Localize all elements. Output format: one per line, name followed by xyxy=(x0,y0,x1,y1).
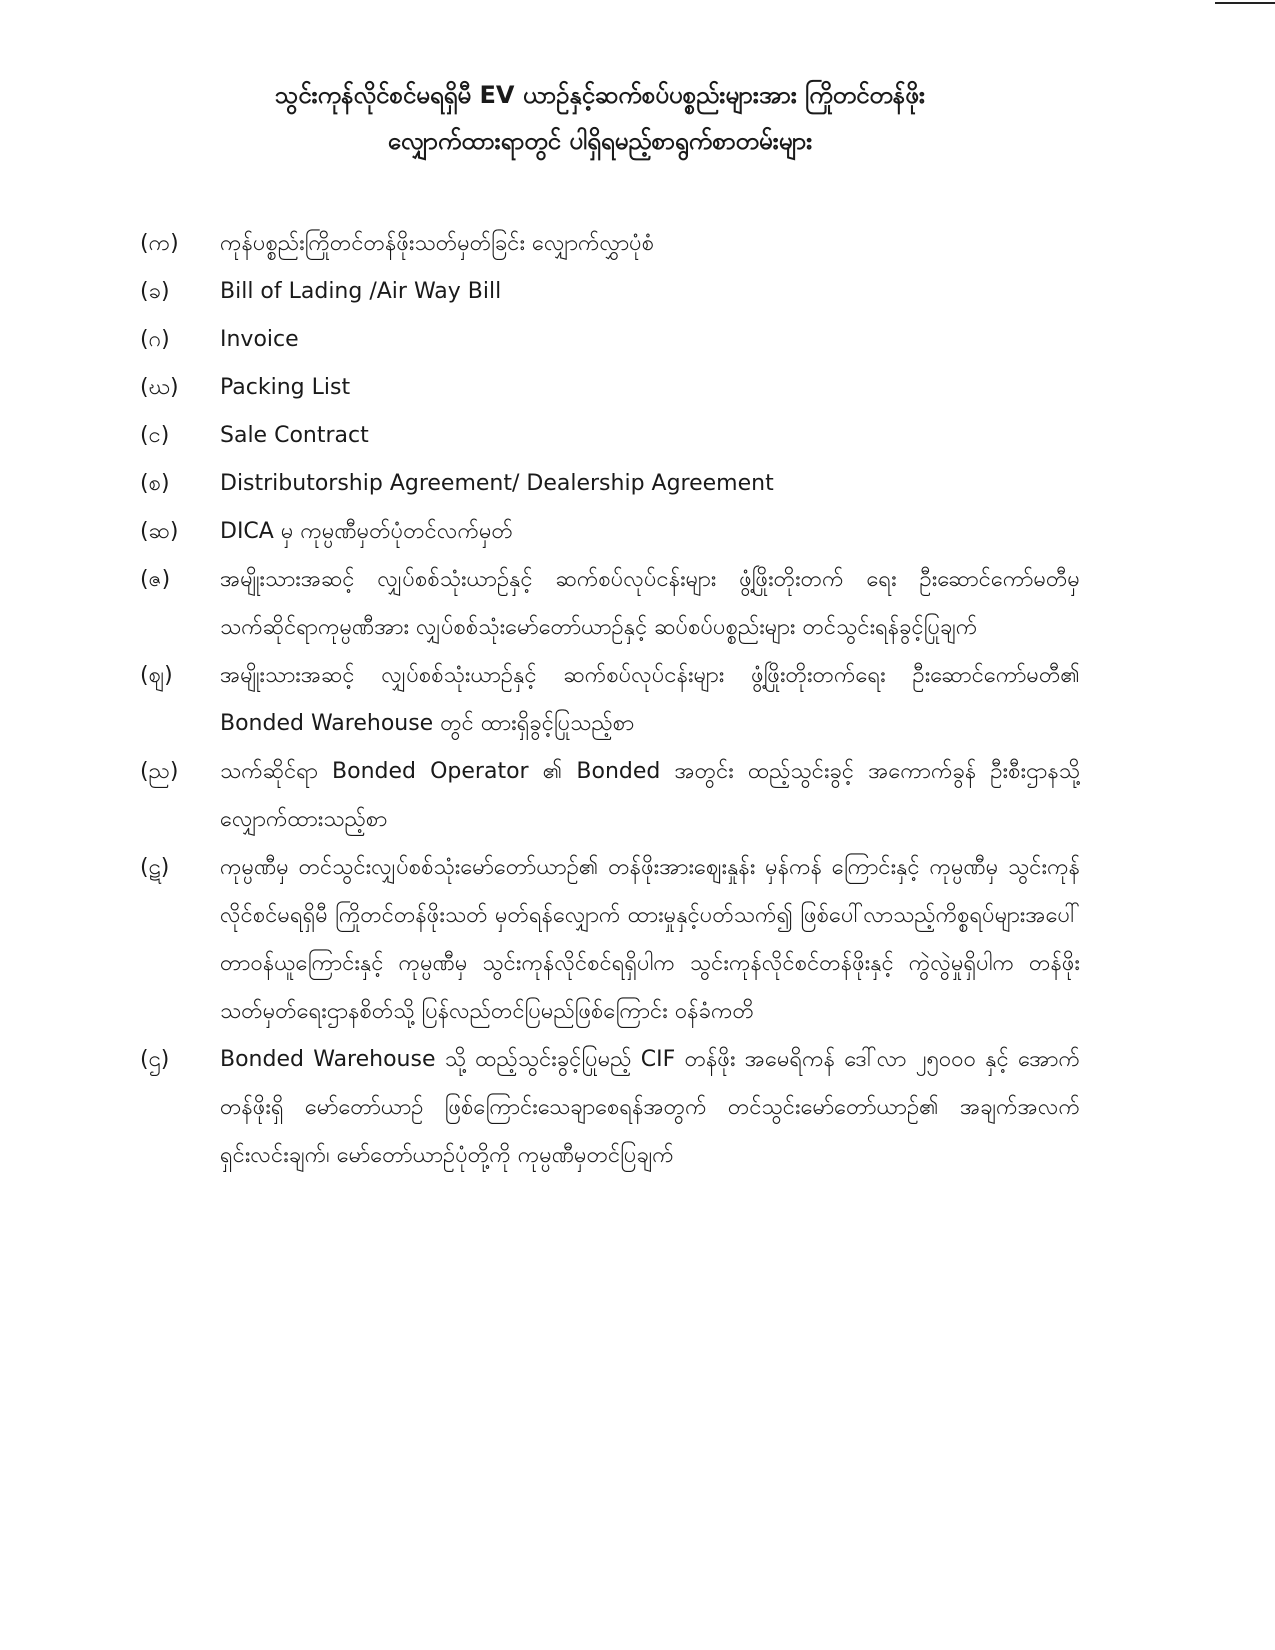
list-item-text: Sale Contract xyxy=(220,423,369,448)
list-item-marker: (ည) xyxy=(140,759,179,784)
list-item-text: DICA မှ ကုမ္ပဏီမှတ်ပုံတင်လက်မှတ် xyxy=(220,519,513,544)
list-item xyxy=(140,364,1080,412)
list-item xyxy=(140,508,1080,556)
list-item-marker: (စ) xyxy=(140,471,170,496)
list-item xyxy=(140,652,1080,748)
list-item-marker: (ဈ) xyxy=(140,663,173,688)
list-item xyxy=(140,412,1080,460)
document-list xyxy=(140,220,1080,1180)
list-item-marker: (ဆ) xyxy=(140,519,179,544)
title-line-1: သွင်းကုန်လိုင်စင်မရရှိမီ EV ယာဉ်နှင့်ဆက်စပ်ပစ္စည်းများအား ကြိုတင်တန်ဖိုး xyxy=(275,81,925,109)
list-item-marker: (င) xyxy=(140,423,170,448)
list-item-text: Bill of Lading /Air Way Bill xyxy=(220,279,502,304)
document-title xyxy=(160,72,1040,164)
list-item-text: အမျိုးသားအဆင့် လျှပ်စစ်သုံးယာဉ်နှင့် ဆက်စပ်လုပ်ငန်းများ ဖွံ့ဖြိုးတိုးတက်ရေး ဦးဆောင်ကော်မတီ၏ Bonded Warehouse တွင် ထားရှိခွင့်ပြုသည့်စာ xyxy=(220,663,1080,736)
list-item-marker: (ဂ) xyxy=(140,327,170,352)
list-item-text: အမျိုးသားအဆင့် လျှပ်စစ်သုံးယာဉ်နှင့် ဆက်စပ်လုပ်ငန်းများ ဖွံ့ဖြိုးတိုးတက် ရေး ဦးဆောင်ကော်မတီမှ သက်ဆိုင်ရာကုမ္ပဏီအား လျှပ်စစ်သုံးမော်တော်ယာဉ်နှင့် ဆပ်စပ်ပစ္စည်းများ တင်သွင်းရန်ခွင့်ပြုချက် xyxy=(220,567,1080,640)
list-item xyxy=(140,268,1080,316)
list-item xyxy=(140,1036,1080,1180)
list-item xyxy=(140,748,1080,844)
list-item-marker: (ဇ) xyxy=(140,567,171,592)
list-item-text: Distributorship Agreement/ Dealership Agreement xyxy=(220,471,774,496)
list-item-text: Bonded Warehouse သို့ ထည့်သွင်းခွင့်ပြုမည့် CIF တန်ဖိုး အမေရိကန် ဒေါ်လာ ၂၅၀၀၀ နှင့် အောက်တန်ဖိုးရှိ မော်တော်ယာဉ် ဖြစ်ကြောင်းသေချာစေရန်အတွက် တင်သွင်းမော်တော်ယာဉ်၏ အချက်အလက်ရှင်းလင်းချက်၊ မော်တော်ယာဉ်ပုံတို့ကို ကုမ္ပဏီမှတင်ပြချက် xyxy=(220,1047,1080,1168)
list-item-text: ကုန်ပစ္စည်းကြိုတင်တန်ဖိုးသတ်မှတ်ခြင်း လျှောက်လွှာပုံစံ xyxy=(220,231,655,256)
title-line-2: လျှောက်ထားရာတွင် ပါရှိရမည့်စာရွက်စာတမ်းများ xyxy=(387,127,813,155)
list-item xyxy=(140,844,1080,1036)
list-item-text: သက်ဆိုင်ရာ Bonded Operator ၏ Bonded အတွင်း ထည့်သွင်းခွင့် အကောက်ခွန် ဦးစီးဌာနသို့ လျှောက်ထားသည့်စာ xyxy=(220,759,1080,832)
list-item-marker: (ခ) xyxy=(140,279,170,304)
list-item xyxy=(140,220,1080,268)
list-item-marker: (ဋ) xyxy=(140,855,170,880)
list-item-text: Packing List xyxy=(220,375,351,400)
list-item-text: ကုမ္ပဏီမှ တင်သွင်းလျှပ်စစ်သုံးမော်တော်ယာဉ်၏ တန်ဖိုးအားဈေးနှုန်း မှန်ကန် ကြောင်းနှင့် ကုမ္ပဏီမှ သွင်းကုန်လိုင်စင်မရရှိမီ ကြိုတင်တန်ဖိုးသတ် မှတ်ရန်လျှောက် ထားမှုနှင့်ပတ်သက်၍ ဖြစ်ပေါ်လာသည့်ကိစ္စရပ်များအပေါ် တာဝန်ယူကြောင်းနှင့် ကုမ္ပဏီမှ သွင်းကုန်လိုင်စင်ရရှိပါက သွင်းကုန်လိုင်စင်တန်ဖိုးနှင့် ကွဲလွဲမှုရှိပါက တန်ဖိုး သတ်မှတ်ရေးဌာနစိတ်သို့ ပြန်လည်တင်ပြမည်ဖြစ်ကြောင်း ဝန်ခံကတိ xyxy=(220,855,1080,1024)
list-item xyxy=(140,316,1080,364)
list-item-marker: (ဃ) xyxy=(140,375,179,400)
list-item xyxy=(140,556,1080,652)
list-item-text: Invoice xyxy=(220,327,299,352)
list-item-marker: (ဌ) xyxy=(140,1047,170,1072)
list-item-marker: (က) xyxy=(140,231,179,256)
scan-edge-mark xyxy=(1215,2,1275,4)
list-item xyxy=(140,460,1080,508)
